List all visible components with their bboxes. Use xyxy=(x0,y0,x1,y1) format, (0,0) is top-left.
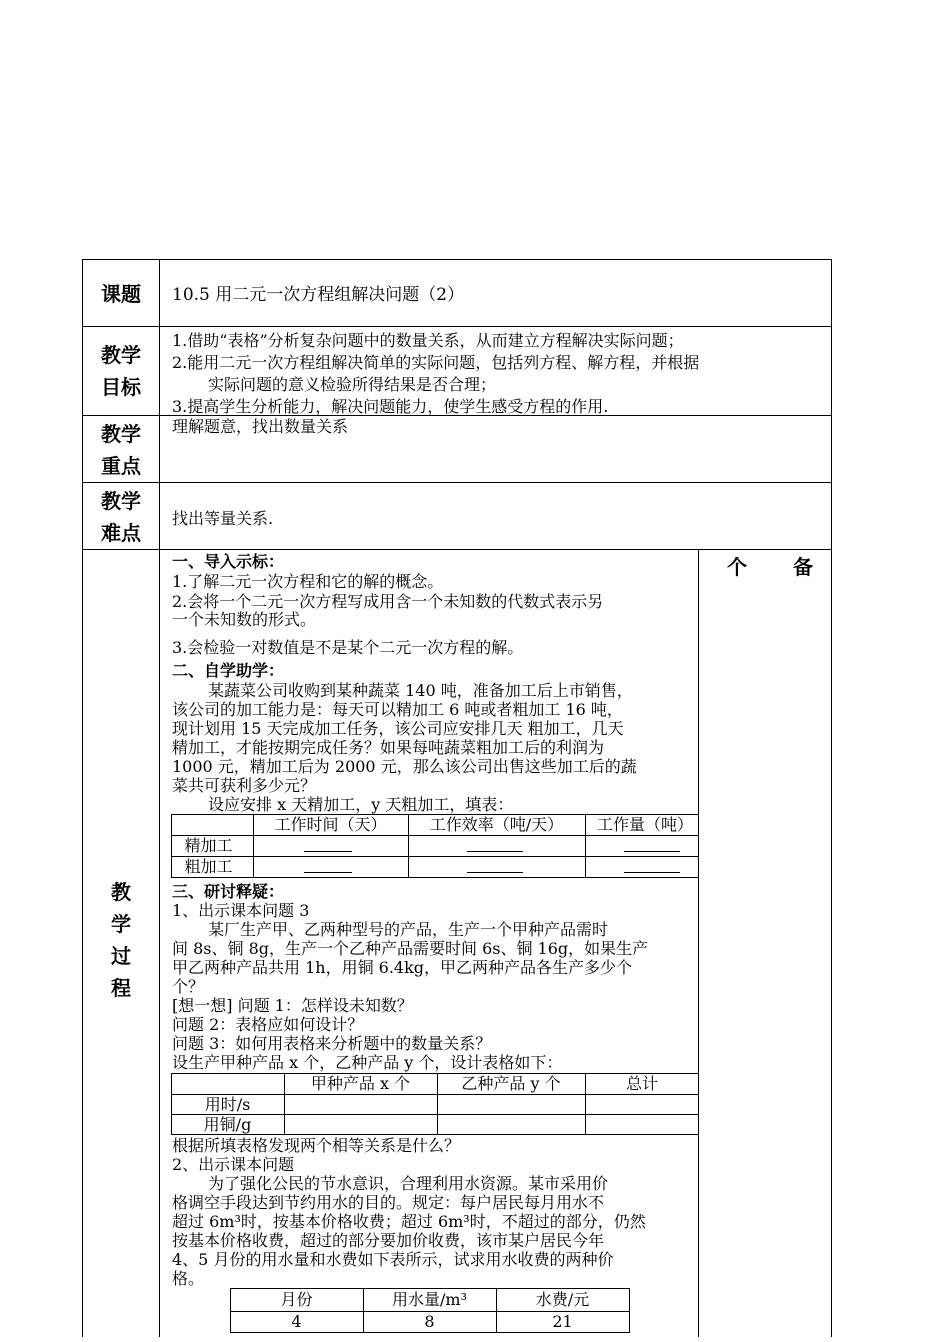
section3-para2: 为了强化公民的节水意识，合理利用水资源。某市采用价 xyxy=(208,1174,609,1193)
row-divider-4 xyxy=(82,549,832,550)
section2-para: 精加工，才能按期完成任务？如果每吨蔬菜粗加工后的利润为 xyxy=(172,738,605,757)
fill-blank[interactable] xyxy=(467,858,523,873)
goal-item: 2.能用二元一次方程组解决简单的实际问题，包括列方程、解方程，并根据 xyxy=(172,353,700,372)
key-label-2: 重点 xyxy=(101,454,141,478)
t1-line xyxy=(171,856,699,857)
t2-header: 总计 xyxy=(625,1074,658,1093)
t3-line xyxy=(629,1288,630,1333)
t3-header: 月份 xyxy=(280,1290,313,1309)
topic-label: 课题 xyxy=(101,282,141,306)
key-label-1: 教学 xyxy=(101,422,141,446)
difficulty-label-1: 教学 xyxy=(101,489,141,513)
row-divider-3 xyxy=(82,482,832,483)
section1-item: 一个未知数的形式。 xyxy=(172,610,317,629)
section2-para: 菜共可获利多少元？ xyxy=(172,776,317,795)
t3-cell: 21 xyxy=(552,1312,573,1331)
goal-item: 实际问题的意义检验所得结果是否合理； xyxy=(208,375,497,394)
t3-header: 水费/元 xyxy=(535,1290,590,1309)
section1-title: 一、导入示标： xyxy=(172,552,285,571)
goal-item: 1.借助“表格”分析复杂问题中的数量关系，从而建立方程解决实际问题； xyxy=(172,331,684,350)
section1-item: 3.会检验一对数值是不是某个二元一次方程的解。 xyxy=(172,638,524,657)
fill-blank[interactable] xyxy=(624,837,680,852)
t3-line xyxy=(230,1288,630,1289)
section3-para: 个？ xyxy=(172,977,205,996)
t3-line xyxy=(230,1332,630,1333)
t1-header: 工作时间（天） xyxy=(274,815,387,834)
fill-blank[interactable] xyxy=(304,858,352,873)
section3-sub: 1、出示课本问题 3 xyxy=(172,901,310,920)
fill-blank[interactable] xyxy=(467,837,523,852)
process-label-char: 过 xyxy=(111,944,131,968)
t2-header: 甲种产品 x 个 xyxy=(310,1074,411,1093)
fill-blank[interactable] xyxy=(304,837,352,852)
t1-header: 工作效率（吨/天） xyxy=(429,815,564,834)
section1-item: 2.会将一个二元一次方程写成用含一个未知数的代数式表示另 xyxy=(172,592,604,611)
section3-question: 问题 3：如何用表格来分析题中的数量关系？ xyxy=(172,1034,492,1053)
frame-top xyxy=(82,259,832,260)
row-divider-1 xyxy=(82,326,832,327)
t1-header: 工作量（吨） xyxy=(597,815,694,834)
section3-para2: 按基本价格收费，超过的部分要加价收费，该市某户居民今年 xyxy=(172,1231,605,1250)
goals-label-1: 教学 xyxy=(101,343,141,367)
topic-value: 10.5 用二元一次方程组解决问题（2） xyxy=(172,285,465,305)
section1-item: 1.了解二元一次方程和它的解的概念。 xyxy=(172,572,444,591)
section3-para2: 超过 6m³时，按基本价格收费；超过 6m³时，不超过的部分，仍然 xyxy=(172,1212,646,1231)
section3-para: 甲乙两种产品共用 1h，用铜 6.4kg，甲乙两种产品各生产多少个 xyxy=(172,958,633,977)
goals-label-2: 目标 xyxy=(101,375,141,399)
section2-para: 现计划用 15 天完成加工任务，该公司应安排几天 粗加工，几天 xyxy=(172,719,624,738)
t1-line xyxy=(171,877,699,878)
section3-sub: 2、出示课本问题 xyxy=(172,1155,295,1174)
section3-para: 某厂生产甲、乙两种型号的产品，生产一个甲种产品需时 xyxy=(208,920,609,939)
key-value: 理解题意，找出数量关系 xyxy=(172,417,349,436)
section2-para: 1000 元，精加工后为 2000 元，那么该公司出售这些加工后的蔬 xyxy=(172,757,637,776)
section3-para2: 4、5 月份的用水量和水费如下表所示，试求用水收费的两种价 xyxy=(172,1250,614,1269)
section3-question: 问题 2：表格应如何设计？ xyxy=(172,1015,364,1034)
t2-header: 乙种产品 y 个 xyxy=(461,1074,561,1093)
frame-right xyxy=(831,259,832,1337)
process-label-char: 程 xyxy=(111,976,131,1000)
section2-para: 该公司的加工能力是：每天可以精加工 6 吨或者粗加工 16 吨， xyxy=(172,700,623,719)
section2-title: 二、自学助学： xyxy=(172,661,285,680)
side-note-char: 个 xyxy=(727,555,747,579)
section2-para: 某蔬菜公司收购到某种蔬菜 140 吨，准备加工后上市销售， xyxy=(208,681,633,700)
t3-header: 用水量/m³ xyxy=(392,1290,467,1309)
difficulty-label-2: 难点 xyxy=(101,521,141,545)
section3-question: [想一想] 问题 1：怎样设未知数？ xyxy=(172,996,413,1015)
col-divider xyxy=(159,259,160,1337)
process-label-char: 学 xyxy=(111,912,131,936)
goal-item: 3.提高学生分析能力，解决问题能力，使学生感受方程的作用. xyxy=(172,397,609,416)
t1-line xyxy=(171,835,699,836)
section2-setup: 设应安排 x 天精加工，y 天粗加工，填表： xyxy=(208,795,514,814)
t1-row-label: 精加工 xyxy=(184,836,233,855)
section3-title: 三、研讨释疑： xyxy=(172,882,285,901)
section3-after: 根据所填表格发现两个相等关系是什么？ xyxy=(172,1136,461,1155)
t3-cell: 4 xyxy=(291,1312,302,1331)
side-divider xyxy=(698,549,699,1337)
frame-left xyxy=(82,259,83,1337)
section3-question: 设生产甲种产品 x 个，乙种产品 y 个，设计表格如下： xyxy=(172,1053,563,1072)
t3-cell: 8 xyxy=(424,1312,435,1331)
side-note-char: 备 xyxy=(793,555,813,579)
section3-para2: 格。 xyxy=(172,1269,205,1288)
t2-row-label: 用铜/g xyxy=(203,1115,252,1134)
t1-row-label: 粗加工 xyxy=(184,857,233,876)
section3-para2: 格调空手段达到节约用水的目的。规定：每户居民每月用水不 xyxy=(172,1193,605,1212)
fill-blank[interactable] xyxy=(624,858,680,873)
process-label-char: 教 xyxy=(111,880,131,904)
t2-row-label: 用时/s xyxy=(204,1095,251,1114)
section3-para: 间 8s、铜 8g，生产一个乙种产品需要时间 6s、铜 16g，如果生产 xyxy=(172,939,649,958)
difficulty-value: 找出等量关系. xyxy=(172,509,274,528)
